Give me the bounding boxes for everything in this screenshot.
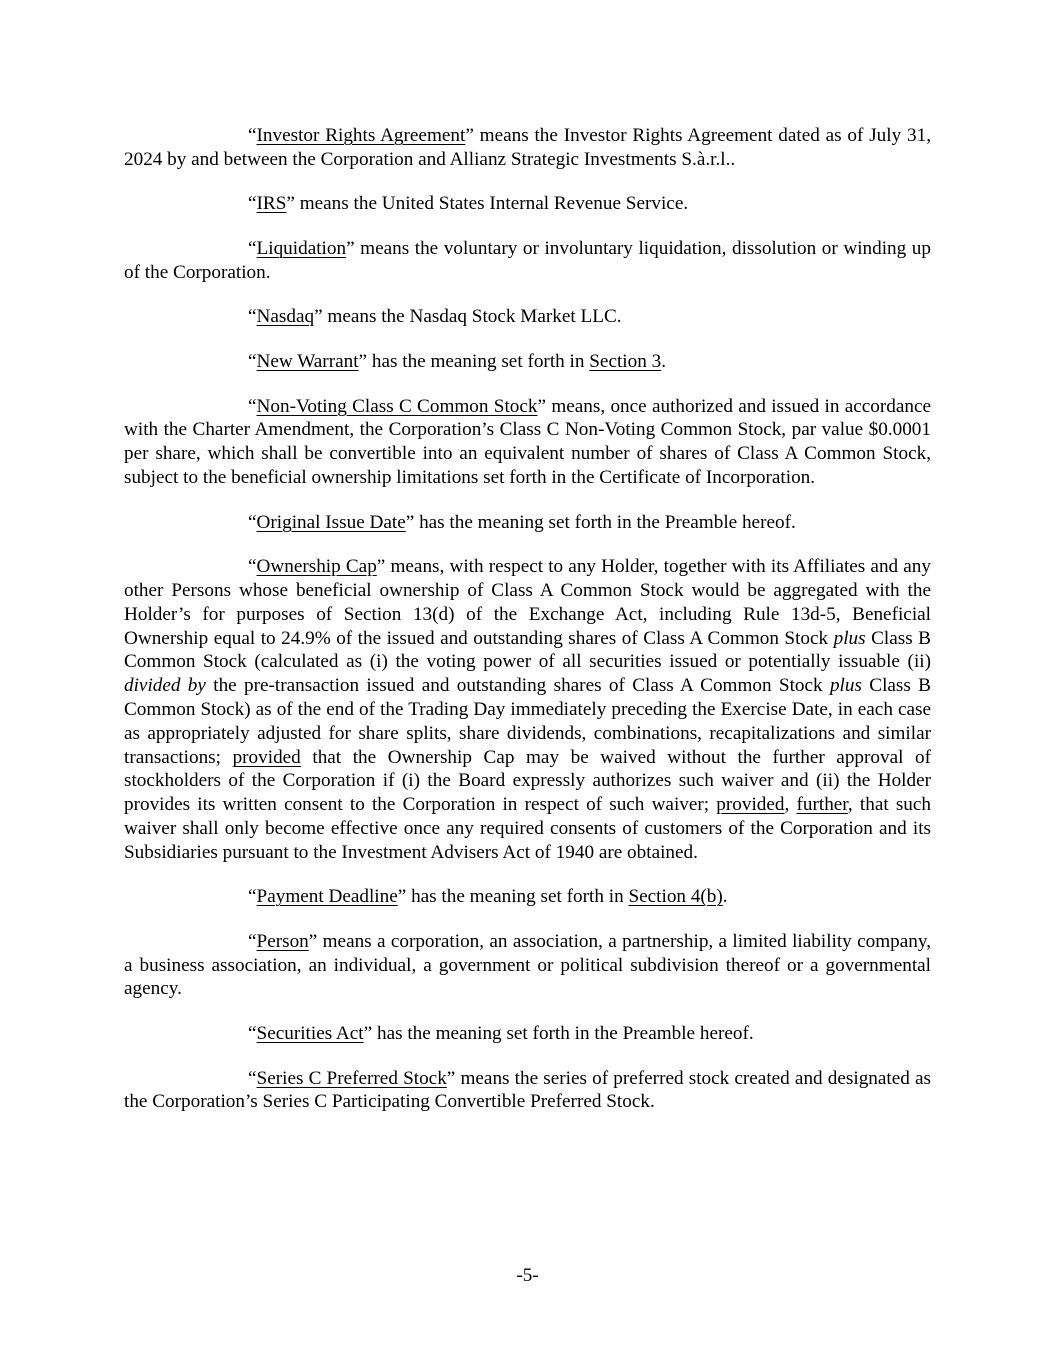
defined-term: Original Issue Date xyxy=(256,511,406,533)
definition-text: has the meaning set forth in the Preamble hereof. xyxy=(414,511,796,533)
defined-term: Nasdaq xyxy=(256,306,315,328)
definition-text: has the meaning set forth in the Preamble hereof. xyxy=(372,1023,754,1045)
definition-text: means, once authorized and issued in accordance with the Charter Amendment, the Corporation’s Class C Non-Voting Common Stock, par value $0.0001 per share, which shall be convertible into an equivalent number of shares of Class A Common Stock, subject to the beneficial ownership limitations set forth in the Certificate of Incorporation. xyxy=(124,395,931,488)
definition-text: , that such waiver shall only become effective once any required consents of customers of the Corporation and its Subsidiaries pursuant to the Investment Advisers Act of 1940 are obtained. xyxy=(124,794,932,863)
definition-original-issue-date: “Original Issue Date” has the meaning set forth in the Preamble hereof. xyxy=(248,511,796,533)
italic-plus: plus xyxy=(833,627,866,649)
definition-text: means, with respect to any Holder, together with its Affiliates and any other Persons whose beneficial ownership of Class A Common Stock would be aggregated with the Holder’s for purposes of Section 13(d) of the Exchange Act, including Rule 13d-5, Beneficial Ownership equal to 24.9% of the issued and outstanding shares of Class A Common Stock xyxy=(124,556,931,649)
definition-text: that the Ownership Cap may be waived without the further approval of stockholders of the Corporation if (i) the Board expressly authorizes such waiver and (ii) the Holder provides its written consent to the Corporation in respect of such waiver; xyxy=(124,746,931,816)
definition-text: has the meaning set forth in xyxy=(367,350,590,372)
definition-text: means a corporation, an association, a partnership, a limited liability company, a business association, an individual, a government or political subdivision thereof or a governmental agency. xyxy=(124,930,931,1000)
definition-new-warrant: “New Warrant” has the meaning set forth in Section 3. xyxy=(248,350,667,372)
definition-non-voting-class-c-common-stock: “Non-Voting Class C Common Stock” means, once authorized and issued in accordance with the Charter Amendment, the Corporation’s Class C Non-Voting Common Stock, par value $0.0001 per share, which shall be convertible into an equivalent number of shares of Class A Common Stock, subject to the beneficial ownership limitations set forth in the Certificate of Incorporation. xyxy=(124,395,931,488)
underlined-provided: provided xyxy=(716,794,785,816)
underlined-provided: provided xyxy=(232,746,301,768)
definition-text: means the voluntary or involuntary liquidation, dissolution or winding up of the Corporation. xyxy=(124,237,931,283)
definition-text: means the Nasdaq Stock Market LLC. xyxy=(322,306,622,328)
definition-investor-rights-agreement: “Investor Rights Agreement” means the Investor Rights Agreement dated as of July 31, 2024 by and between the Corporation and Allianz Strategic Investments S.à.r.l.. xyxy=(124,125,931,170)
definition-text: Class B Common Stock) as of the end of the Trading Day immediately preceding the Exercise Date, in each case as appropriately adjusted for share splits, share dividends, combinations, recapitalizations and similar transactions; xyxy=(124,675,931,768)
definition-series-c-preferred-stock: “Series C Preferred Stock” means the series of preferred stock created and designated as the Corporation’s Series C Participating Convertible Preferred Stock. xyxy=(124,1067,931,1113)
section-reference: Section 4(b) xyxy=(628,886,723,908)
document-page xyxy=(124,124,931,1135)
italic-plus: plus xyxy=(829,675,862,697)
definition-payment-deadline: “Payment Deadline” has the meaning set forth in Section 4(b). xyxy=(248,886,728,908)
definition-text: has the meaning set forth in xyxy=(406,886,629,908)
defined-term: Liquidation xyxy=(256,237,347,259)
definition-text: means the series of preferred stock created and designated as the Corporation’s Series C Participating Convertible Preferred Stock. xyxy=(124,1067,931,1113)
definition-text: the pre-transaction issued and outstanding shares of Class A Common Stock xyxy=(205,675,830,697)
underlined-further: further xyxy=(796,794,848,816)
defined-term: Non-Voting Class C Common Stock xyxy=(256,395,538,417)
defined-term: Series C Preferred Stock xyxy=(256,1067,447,1089)
italic-divided-by: divided by xyxy=(124,675,206,697)
section-reference: Section 3 xyxy=(589,350,662,372)
definition-text: Class B Common Stock (calculated as (i) the voting power of all securities issued or potentially issuable (ii) xyxy=(124,627,931,673)
definition-securities-act: “Securities Act” has the meaning set forth in the Preamble hereof. xyxy=(248,1023,754,1045)
definition-person: “Person” means a corporation, an association, a partnership, a limited liability company, a business association, an individual, a government or political subdivision thereof or a governmental agency. xyxy=(124,930,931,1000)
defined-term: Securities Act xyxy=(256,1023,364,1045)
definition-text: means the Investor Rights Agreement dated as of July 31, 2024 by and between the Corporation and Allianz Strategic Investments S.à.r.l.. xyxy=(124,125,931,170)
defined-term: Investor Rights Agreement xyxy=(256,125,466,146)
definition-text: means the United States Internal Revenue Service. xyxy=(294,193,689,215)
defined-term: Payment Deadline xyxy=(256,886,398,908)
defined-term: IRS xyxy=(256,193,287,215)
definition-ownership-cap: “Ownership Cap” means, with respect to any Holder, together with its Affiliates and any other Persons whose beneficial ownership of Class A Common Stock would be aggregated with the Holder’s for purposes of Section 13(d) of the Exchange Act, including Rule 13d-5, Beneficial Ownership equal to 24.9% of the issued and outstanding shares of Class A Common Stock plus Class B Common Stock (calculated as (i) the voting power of all securities issued or potentially issuable (ii) divided by the pre-transaction issued and outstanding shares of Class A Common Stock plus Class B Common Stock) as of the end of the Trading Day immediately preceding the Exercise Date, in each case as appropriately adjusted for share splits, share dividends, combinations, recapitalizations and similar transactions; provided that the Ownership Cap may be waived without the further approval of stockholders of the Corporation if (i) the Board expressly authorizes such waiver and (ii) the Holder provides its written consent to the Corporation in respect of such waiver; provided, further, that such waiver shall only become effective once any required consents of customers of the Corporation and its Subsidiaries pursuant to the Investment Advisers Act of 1940 are obtained. xyxy=(124,556,932,863)
definition-nasdaq: “Nasdaq” means the Nasdaq Stock Market LLC. xyxy=(248,306,622,328)
page-number: -5- xyxy=(516,1265,539,1286)
definition-liquidation: “Liquidation” means the voluntary or involuntary liquidation, dissolution or winding up of the Corporation. xyxy=(124,237,931,283)
defined-term: Ownership Cap xyxy=(256,556,377,578)
defined-term: Person xyxy=(256,930,309,952)
definition-irs: “IRS” means the United States Internal Revenue Service. xyxy=(248,193,689,215)
defined-term: New Warrant xyxy=(256,350,359,372)
